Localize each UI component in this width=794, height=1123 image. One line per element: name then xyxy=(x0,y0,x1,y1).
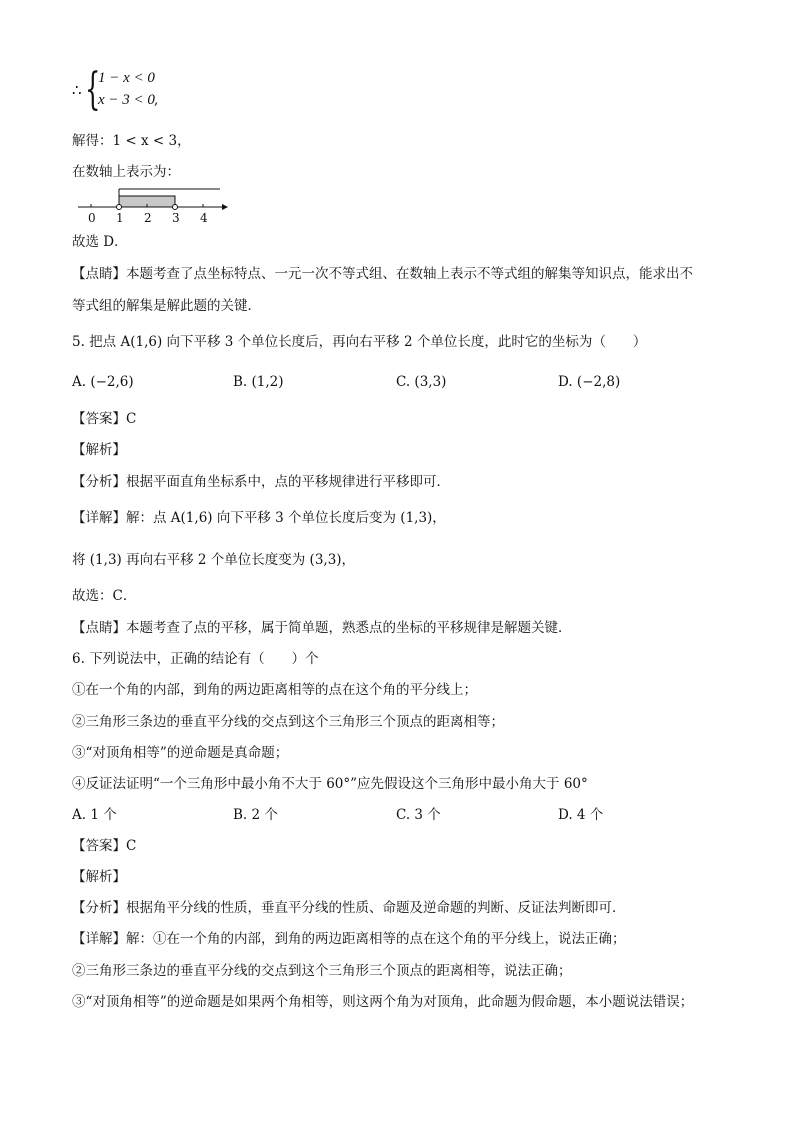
q6-answer: 【答案】C xyxy=(72,838,137,854)
q6-detail-2: ②三角形三条边的垂直平分线的交点到这个三角形三个顶点的距离相等，说法正确； xyxy=(72,963,572,979)
q5-comment: 【点睛】本题考查了点的平移，属于简单题，熟悉点的坐标的平移规律是解题关键． xyxy=(72,620,572,636)
q6-analysis-label: 【解析】 xyxy=(72,869,126,885)
q5-detail-1: 【详解】解：点 A(1,6) 向下平移 3 个单位长度后变为 (1,3)， xyxy=(72,510,446,526)
q5-choose: 故选：C． xyxy=(72,588,137,604)
q6-option-b: B. 2 个 xyxy=(233,807,278,823)
represent-line: 在数轴上表示为： xyxy=(72,164,180,180)
q5-option-d: D. (−2,8) xyxy=(558,374,621,390)
q6-option-d: D. 4 个 xyxy=(558,807,604,823)
q6-question: 6. 下列说法中，正确的结论有（ ）个 xyxy=(72,651,319,667)
q6-option-c: C. 3 个 xyxy=(396,807,441,823)
q6-detail-1: 【详解】解：①在一个角的内部，到角的两边距离相等的点在这个角的平分线上，说法正确； xyxy=(72,931,626,947)
q5-detail-2: 将 (1,3) 再向右平移 2 个单位长度变为 (3,3)， xyxy=(72,552,356,568)
q5-option-c: C. (3,3) xyxy=(396,374,447,390)
q6-statement-2: ②三角形三条边的垂直平分线的交点到这个三角形三个顶点的距离相等； xyxy=(72,714,504,730)
therefore-symbol: ∴ xyxy=(72,81,82,99)
q5-analysis-label: 【解析】 xyxy=(72,442,126,458)
q6-statement-4: ④反证法证明“一个三角形中最小角不大于 60°”应先假设这个三角形中最小角大于 60° xyxy=(72,776,588,792)
tick-label-2: 2 xyxy=(144,211,152,225)
tick-label-0: 0 xyxy=(88,211,96,225)
tick-label-1: 1 xyxy=(116,211,124,225)
q5-analysis: 【分析】根据平面直角坐标系中，点的平移规律进行平移即可． xyxy=(72,474,450,490)
tick-label-3: 3 xyxy=(172,211,180,225)
q6-statement-3: ③“对顶角相等”的逆命题是真命题； xyxy=(72,745,289,761)
q5-answer: 【答案】C xyxy=(72,411,137,427)
inequality-row-2: x − 3 < 0 xyxy=(98,92,155,108)
inequality-row-1: 1 − x < 0 xyxy=(98,70,155,86)
solve-line: 解得：1 < x < 3， xyxy=(72,133,191,149)
q5-option-b: B. (1,2) xyxy=(233,374,284,390)
q5-option-a: A. (−2,6) xyxy=(72,374,134,390)
q4-choose: 故选 D． xyxy=(72,234,128,250)
q4-comment-2: 等式组的解集是解此题的关键． xyxy=(72,298,261,314)
system-comma: , xyxy=(154,92,159,108)
q4-comment-1: 【点睛】本题考查了点坐标特点、一元一次不等式组、在数轴上表示不等式组的解集等知识点，能求出不 xyxy=(72,266,693,282)
q6-detail-3: ③“对顶角相等”的逆命题是如果两个角相等，则这两个角为对顶角，此命题为假命题，本小题说法错误； xyxy=(72,994,694,1010)
q6-analysis: 【分析】根据角平分线的性质，垂直平分线的性质、命题及逆命题的判断、反证法判断即可． xyxy=(72,900,626,916)
brace-icon: { xyxy=(85,64,101,115)
tick-label-4: 4 xyxy=(200,211,208,225)
q5-question: 5. 把点 A(1,6) 向下平移 3 个单位长度后，再向右平移 2 个单位长度，此时它的坐标为（ ） xyxy=(72,334,647,350)
number-line xyxy=(72,185,232,227)
q6-statement-1: ①在一个角的内部，到角的两边距离相等的点在这个角的平分线上； xyxy=(72,682,477,698)
q6-option-a: A. 1 个 xyxy=(72,807,117,823)
inequality-system xyxy=(72,66,212,116)
